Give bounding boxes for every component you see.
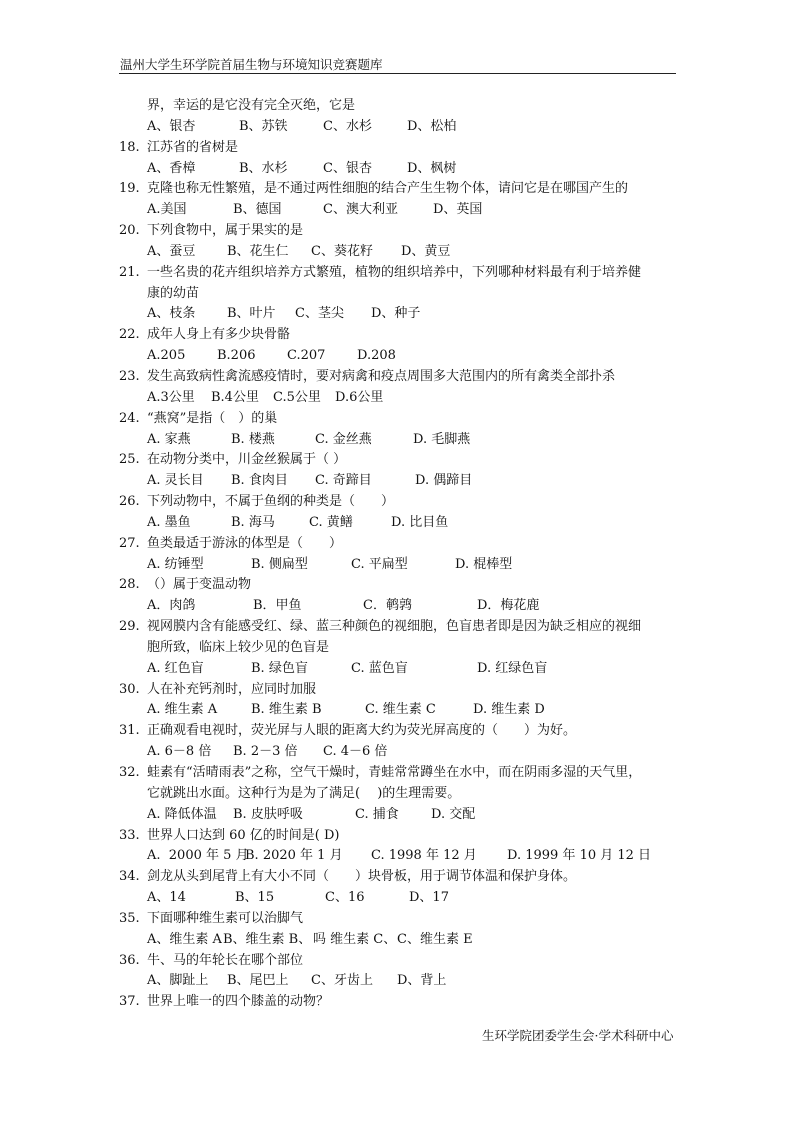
option: B. 绿色盲	[251, 660, 308, 676]
indent	[119, 742, 147, 763]
question-number: 27.	[119, 535, 140, 551]
question-text-line	[119, 721, 679, 742]
option: A.3公里	[147, 389, 195, 405]
question-text-line	[119, 325, 679, 346]
indent	[119, 117, 147, 138]
option: A、蚕豆	[147, 243, 196, 259]
question-text: 牛、马的年轮长在哪个部位	[147, 952, 304, 968]
option-group	[147, 430, 470, 451]
indent	[119, 430, 147, 451]
question-text-line	[119, 784, 679, 805]
page-header: 温州大学生环学院首届生物与环境知识竞赛题库	[120, 57, 383, 72]
question-number: 29.	[119, 619, 140, 635]
question-text: 鱼类最适于游泳的体型是（ ）	[147, 535, 343, 551]
question-text-line	[119, 638, 679, 659]
option: B. 海马	[231, 514, 275, 530]
question-number: 18.	[119, 139, 140, 155]
options-row	[119, 200, 679, 221]
option: B.206	[217, 348, 256, 364]
question-text: 一些名贵的花卉组织培养方式繁殖，植物的组织培养中，下列哪种材料最有利于培养健	[147, 264, 642, 280]
question-text-line	[119, 680, 679, 701]
option: D、背上	[397, 973, 447, 989]
option: A．肉鸽	[147, 598, 196, 614]
indent	[119, 638, 147, 659]
indent	[119, 596, 147, 617]
question-text-line	[119, 617, 679, 638]
question-text-line	[119, 575, 679, 596]
options-row	[119, 242, 679, 263]
question-number: 21.	[119, 264, 140, 280]
option: B、15	[235, 890, 275, 906]
option: D. 偶蹄目	[415, 473, 473, 489]
option: A.美国	[147, 202, 187, 218]
option: A. 6－8 倍	[147, 744, 212, 760]
question-text-line	[119, 867, 679, 888]
option: A、脚趾上	[147, 973, 209, 989]
option: A. 红色盲	[147, 660, 204, 676]
question-text: 下列动物中，不属于鱼纲的种类是（ ）	[147, 494, 395, 510]
question-text-line	[119, 450, 679, 471]
options-row	[119, 117, 679, 138]
option: B.4公里	[211, 389, 259, 405]
indent	[119, 200, 147, 221]
question-number: 35.	[119, 910, 140, 926]
indent	[119, 242, 147, 263]
question-text-line	[119, 179, 679, 200]
indent	[119, 805, 147, 826]
option-group	[147, 971, 446, 992]
question-text: 人在补充钙剂时，应同时加服	[147, 681, 317, 697]
indent	[119, 96, 147, 117]
question-number: 34.	[119, 869, 140, 885]
option: C. 捕食	[355, 806, 399, 822]
option: C. 蓝色盲	[351, 660, 408, 676]
options-row	[119, 513, 679, 534]
indent	[119, 784, 147, 805]
option: B. 食肉目	[231, 473, 288, 489]
question-text: （）属于变温动物	[147, 577, 252, 593]
option: C、牙齿上	[311, 973, 373, 989]
question-text: 视网膜内含有能感受红、绿、蓝三种颜色的视细胞，色盲患者即是因为缺乏相应的视细	[147, 619, 642, 635]
option: D. 红绿色盲	[477, 660, 548, 676]
options-row	[119, 930, 679, 951]
option: B. 皮肤呼吸	[233, 806, 303, 822]
option: B、德国	[233, 202, 282, 218]
option-group	[147, 805, 475, 826]
question-text: “燕窝”是指（ ）的巢	[147, 410, 278, 426]
question-number: 24.	[119, 410, 140, 426]
options-row	[119, 846, 679, 867]
option: C. 奇蹄目	[315, 473, 372, 489]
question-text-line	[119, 951, 679, 972]
indent	[119, 555, 147, 576]
options-row	[119, 742, 679, 763]
option: A. 家燕	[147, 431, 191, 447]
question-number: 19.	[119, 181, 140, 197]
question-text: 它就跳出水面。这种行为是为了满足( )的生理需要。	[147, 785, 461, 801]
question-number: 36.	[119, 952, 140, 968]
options-row	[119, 659, 679, 680]
option-group	[147, 117, 456, 138]
options-row	[119, 805, 679, 826]
options-row	[119, 888, 679, 909]
option: A、14	[147, 890, 186, 906]
option: D、17	[409, 890, 449, 906]
option: A. 降低体温	[147, 806, 217, 822]
question-text: 剑龙从头到尾背上有大小不同（ ）块骨板，用于调节体温和保护身体。	[147, 869, 577, 885]
indent	[119, 888, 147, 909]
option: B、尾巴上	[227, 973, 289, 989]
option: C. 金丝燕	[315, 431, 372, 447]
question-number: 30.	[119, 681, 140, 697]
question-text-line	[119, 138, 679, 159]
option-group	[147, 242, 450, 263]
option-group	[147, 304, 420, 325]
option: D、黄豆	[401, 243, 451, 259]
option: B、苏铁	[239, 118, 288, 134]
question-text: 发生高致病性禽流感疫情时，要对病禽和疫点周围多大范围内的所有禽类全部扑杀	[147, 368, 616, 384]
indent	[119, 659, 147, 680]
question-number: 26.	[119, 494, 140, 510]
option-group	[147, 471, 472, 492]
question-number: 33.	[119, 827, 140, 843]
options-row	[119, 304, 679, 325]
option: C. 4－6 倍	[323, 744, 388, 760]
option: B. 楼燕	[231, 431, 275, 447]
question-number: 31.	[119, 723, 140, 739]
option: B、叶片	[227, 306, 276, 322]
question-text-line	[119, 284, 679, 305]
option-group	[147, 742, 387, 763]
question-text: 在动物分类中，川金丝猴属于（ ）	[147, 452, 347, 468]
options-row	[119, 971, 679, 992]
question-number: 22.	[119, 327, 140, 343]
option: A. 墨鱼	[147, 514, 191, 530]
option: D.208	[357, 348, 396, 364]
option: D. 比目鱼	[391, 514, 449, 530]
option-group	[147, 846, 651, 867]
question-text: 康的幼苗	[147, 285, 200, 301]
question-number: 20.	[119, 223, 140, 239]
question-text-line	[119, 909, 679, 930]
option: D、松柏	[407, 118, 457, 134]
option-group	[147, 659, 547, 680]
option: C、葵花籽	[311, 243, 373, 259]
option: D. 1999 年 10 月 12 日	[507, 848, 652, 864]
question-text: 下列食物中，属于果实的是	[147, 223, 304, 239]
option: A、银杏	[147, 118, 196, 134]
question-text-line	[119, 763, 679, 784]
indent	[119, 700, 147, 721]
question-list	[119, 96, 679, 1013]
question-text: 成年人身上有多少块骨骼	[147, 327, 291, 343]
options-row	[119, 346, 679, 367]
question-text-line	[119, 492, 679, 513]
question-text-line	[119, 263, 679, 284]
option: C、16	[325, 890, 365, 906]
indent	[119, 304, 147, 325]
options-row	[119, 700, 679, 721]
indent	[119, 159, 147, 180]
question-text: 世界人口达到 60 亿的时间是( D)	[147, 827, 340, 843]
question-text: 界，幸运的是它没有完全灭绝，它是	[147, 98, 356, 113]
option: C.5公里	[273, 389, 321, 405]
question-text-line	[119, 534, 679, 555]
option: D.6公里	[335, 389, 384, 405]
option: C.207	[287, 348, 326, 364]
option: C、茎尖	[295, 306, 344, 322]
question-text-line	[119, 409, 679, 430]
option: C. 平扁型	[351, 556, 408, 572]
option: D. 交配	[431, 806, 476, 822]
option: C、银杏	[323, 160, 372, 176]
question-text: 蛙素有“活晴雨表”之称，空气干燥时，青蛙常常蹲坐在水中，而在阴雨多湿的天气里，	[147, 765, 642, 780]
option: C、水杉	[323, 118, 372, 134]
option-group	[147, 596, 539, 617]
question-number: 28.	[119, 577, 140, 593]
question-text-line	[119, 96, 679, 117]
option: A、枝条	[147, 306, 196, 322]
question-text: 正确观看电视时，荧光屏与人眼的距离大约为荧光屏高度的（ ）为好。	[147, 723, 577, 739]
indent	[119, 471, 147, 492]
option: B. 2020 年 1 月	[245, 848, 343, 864]
option: B．甲鱼	[253, 598, 302, 614]
indent	[119, 346, 147, 367]
indent	[119, 930, 147, 951]
question-number: 23.	[119, 368, 140, 384]
question-number: 32.	[119, 765, 140, 780]
option: A. 2000 年 5 月	[147, 848, 249, 864]
question-text: 世界上唯一的四个膝盖的动物？	[147, 994, 330, 1010]
options-row	[119, 430, 679, 451]
option-group	[147, 513, 448, 534]
options-row	[119, 596, 679, 617]
options-row	[119, 388, 679, 409]
indent	[119, 846, 147, 867]
indent	[119, 513, 147, 534]
option: C、澳大利亚	[323, 202, 398, 218]
option: D、枫树	[407, 160, 457, 176]
option: C．鹌鹑	[363, 598, 412, 614]
question-text-line	[119, 367, 679, 388]
option-group	[147, 700, 545, 721]
option-group	[147, 930, 473, 951]
indent	[119, 388, 147, 409]
page-footer: 生环学院团委学生会·学术科研中心	[482, 1028, 674, 1043]
option: D．梅花鹿	[477, 598, 540, 614]
option: A.205	[147, 348, 186, 364]
option: D. 毛脚燕	[413, 431, 471, 447]
options-row	[119, 471, 679, 492]
option: A. 纺锤型	[147, 556, 204, 572]
option: B. 侧扁型	[251, 556, 308, 572]
option: A. 维生素 A	[147, 702, 218, 718]
question-number: 25.	[119, 452, 140, 468]
option: B、维生素 B、	[223, 931, 312, 947]
option: C. 维生素 C	[365, 702, 436, 718]
indent	[119, 971, 147, 992]
option: B、花生仁	[227, 243, 289, 259]
option: A、维生素 A	[147, 931, 222, 947]
option-group	[147, 888, 449, 909]
option: D. 维生素 D	[473, 702, 545, 718]
option: 吗 维生素 C、	[313, 931, 397, 947]
option: A. 灵长目	[147, 473, 204, 489]
option: B、水杉	[239, 160, 288, 176]
option: C、维生素 E	[397, 931, 473, 947]
option: D、英国	[433, 202, 483, 218]
question-text: 胞所致，临床上较少见的色盲是	[147, 639, 330, 655]
option: C. 1998 年 12 月	[371, 848, 477, 864]
option-group	[147, 555, 512, 576]
question-text: 江苏省的省树是	[147, 139, 239, 155]
question-text-line	[119, 992, 679, 1013]
options-row	[119, 555, 679, 576]
option-group	[147, 346, 396, 367]
option-group	[147, 159, 456, 180]
question-text: 克隆也称无性繁殖，是不通过两性细胞的结合产生生物个体，请问它是在哪国产生的	[147, 181, 629, 197]
option-group	[147, 200, 482, 221]
question-text-line	[119, 826, 679, 847]
option: D、种子	[371, 306, 421, 322]
option: A、香樟	[147, 160, 196, 176]
option: D. 棍棒型	[455, 556, 513, 572]
indent	[119, 284, 147, 305]
question-text-line	[119, 221, 679, 242]
options-row	[119, 159, 679, 180]
option-group	[147, 388, 383, 409]
header-divider	[119, 73, 676, 74]
question-number: 37.	[119, 994, 140, 1010]
option: B. 维生素 B	[251, 702, 322, 718]
question-text: 下面哪种维生素可以治脚气	[147, 910, 304, 926]
option: C. 黄鳝	[309, 514, 353, 530]
option: B. 2－3 倍	[233, 744, 298, 760]
